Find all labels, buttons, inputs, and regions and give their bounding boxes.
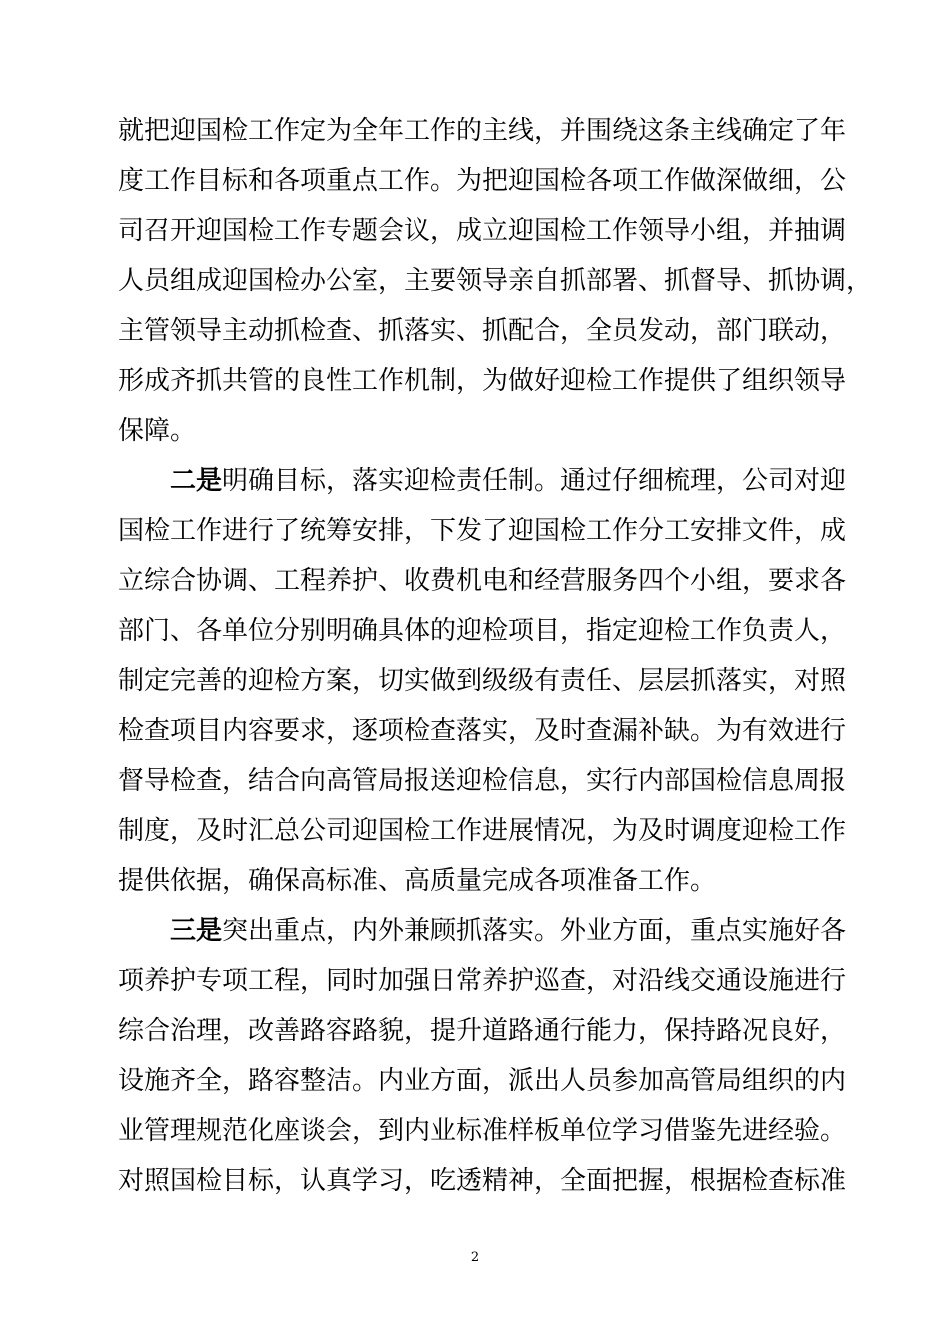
text-line: 设施齐全，路容整洁。内业方面，派出人员参加高管局组织的内	[118, 1066, 847, 1096]
paragraph-lead: 二是	[170, 466, 223, 496]
text-line: 部门、各单位分别明确具体的迎检项目，指定迎检工作负责人，	[118, 616, 847, 646]
text-line: 提供依据，确保高标准、高质量完成各项准备工作。	[118, 866, 717, 896]
text-line: 立综合协调、工程养护、收费机电和经营服务四个小组，要求各	[118, 566, 847, 596]
paragraph-first-line	[118, 456, 847, 506]
paragraph-first-line	[118, 906, 847, 956]
text-line: 业管理规范化座谈会，到内业标准样板单位学习借鉴先进经验。	[118, 1116, 847, 1146]
text-line: 制定完善的迎检方案，切实做到级级有责任、层层抓落实，对照	[118, 666, 847, 696]
text-line: 司召开迎国检工作专题会议，成立迎国检工作领导小组，并抽调	[118, 216, 847, 246]
text-line: 形成齐抓共管的良性工作机制，为做好迎检工作提供了组织领导	[118, 366, 847, 396]
text-fragment: 突出重点，内外兼顾抓落实。外业方面，重点实施好各	[222, 916, 847, 946]
paragraph-lead: 三是	[170, 916, 223, 946]
text-line: 检查项目内容要求，逐项检查落实，及时查漏补缺。为有效进行	[118, 716, 847, 746]
text-line: 综合治理，改善路容路貌，提升道路通行能力，保持路况良好，	[118, 1016, 847, 1046]
text-line: 国检工作进行了统筹安排，下发了迎国检工作分工安排文件，成	[118, 516, 847, 546]
text-fragment: 明确目标，落实迎检责任制。通过仔细梳理，公司对迎	[222, 466, 847, 496]
page-number: 2	[470, 1250, 480, 1265]
text-line: 主管领导主动抓检查、抓落实、抓配合，全员发动，部门联动，	[118, 316, 847, 346]
text-line: 制度，及时汇总公司迎国检工作进展情况，为及时调度迎检工作	[118, 816, 847, 846]
text-line: 人员组成迎国检办公室，主要领导亲自抓部署、抓督导、抓协调，	[118, 266, 873, 296]
text-line: 项养护专项工程，同时加强日常养护巡查，对沿线交通设施进行	[118, 966, 847, 996]
text-line: 度工作目标和各项重点工作。为把迎国检各项工作做深做细，公	[118, 166, 847, 196]
body-text	[118, 106, 873, 1206]
text-line: 督导检查，结合向高管局报送迎检信息，实行内部国检信息周报	[118, 766, 847, 796]
text-line: 保障。	[118, 416, 197, 446]
text-line: 就把迎国检工作定为全年工作的主线，并围绕这条主线确定了年	[118, 116, 847, 146]
text-line: 对照国检目标，认真学习，吃透精神，全面把握，根据检查标准	[118, 1166, 847, 1196]
